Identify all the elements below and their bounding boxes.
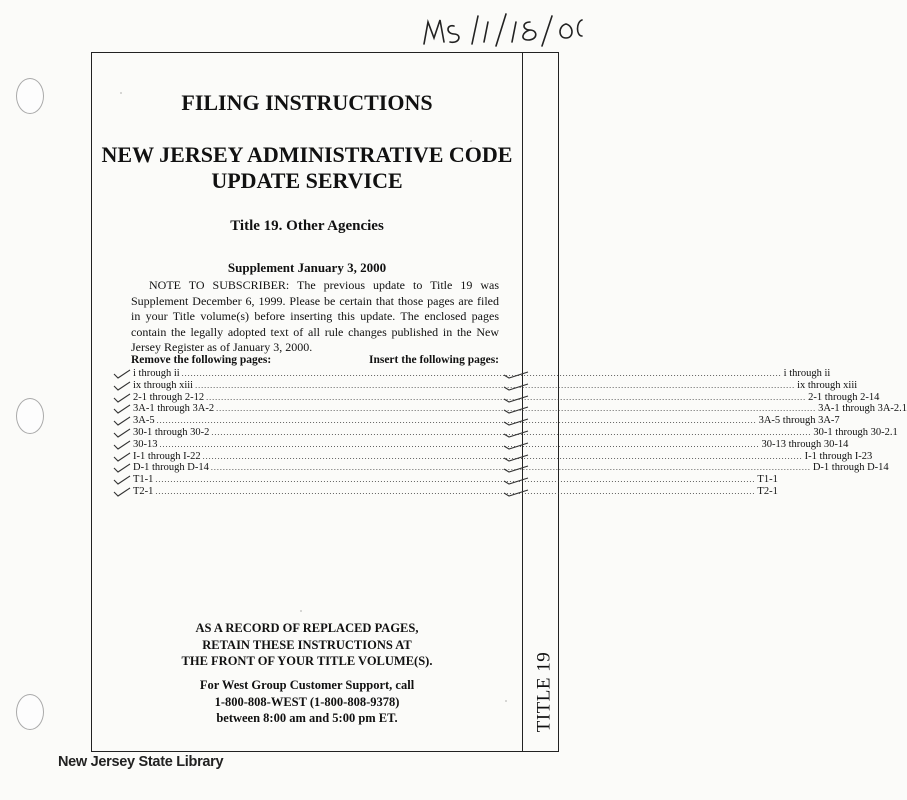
record-notice-line: RETAIN THESE INSTRUCTIONS AT (202, 637, 412, 652)
page-list (133, 368, 907, 498)
insert-pages: 3A-1 through 3A-2.1 (818, 403, 907, 415)
pencil-check-mark (113, 393, 131, 403)
remove-pages: 3A-1 through 3A-2 (133, 403, 215, 415)
dot-leader: ........................................................................................................................................................................................................ (202, 451, 803, 461)
spine-label (533, 642, 555, 742)
record-notice (91, 620, 523, 670)
insert-pages: D-1 through D-14 (812, 462, 889, 474)
pencil-arrow-mark (503, 369, 529, 379)
subscriber-note: NOTE TO SUBSCRIBER: The previous update to Title 19 was Supplement December 6, 1999. Please be certain that those pages are filed in your Title volume(s) before inserting this update. The enclosed pages contain the legally adopted text of all rule changes published in the New Jersey Register as of January 3, 2000. (131, 278, 499, 355)
insert-pages: I-1 through I-23 (804, 450, 873, 462)
remove-pages: i through ii (133, 368, 180, 379)
support-notice-line: 1-800-808-WEST (1-800-808-9378) (214, 694, 400, 709)
remove-pages: 2-1 through 2-12 (133, 391, 205, 403)
insert-pages: ix through xiii (797, 379, 858, 391)
support-notice-line: between 8:00 am and 5:00 pm ET. (216, 711, 398, 725)
library-stamp: New Jersey State Library (58, 754, 224, 770)
table-row (133, 368, 831, 380)
remove-pages: I-1 through I-22 (133, 450, 201, 462)
remove-pages: ix through xiii (133, 379, 194, 391)
insert-pages: 3A-5 through 3A-7 (758, 415, 840, 427)
pencil-arrow-mark (503, 404, 529, 414)
pencil-arrow-mark (503, 416, 529, 426)
table-row (133, 379, 858, 392)
dot-leader: ........................................................................................................................................................................................................ (216, 404, 817, 414)
pencil-check-mark (113, 404, 131, 414)
pencil-check-mark (113, 487, 131, 497)
dot-leader: ........................................................................................................................................................................................................ (181, 369, 782, 378)
table-row (133, 415, 840, 427)
table-row (133, 474, 778, 486)
support-notice-line: For West Group Customer Support, call (199, 678, 415, 692)
pencil-arrow-mark (503, 428, 529, 438)
pencil-check-mark (113, 416, 131, 426)
handwritten-initials-date (418, 8, 588, 48)
support-notice (91, 677, 523, 727)
pencil-check-mark (113, 463, 131, 473)
table-row (133, 438, 849, 451)
pencil-arrow-mark (503, 381, 529, 391)
supplement-line: Supplement January 3, 2000 (227, 260, 387, 275)
table-headers (131, 354, 499, 366)
dot-leader: ........................................................................................................................................................................................................ (206, 392, 807, 402)
insert-pages: 30-1 through 30-2.1 (813, 426, 898, 438)
insert-pages: 30-13 through 30-14 (761, 438, 849, 450)
remove-pages: 30-13 (133, 438, 158, 450)
table-row (133, 391, 880, 404)
remove-header: Remove the following pages: (131, 354, 272, 366)
code-title-line: NEW JERSEY ADMINISTRATIVE CODE (101, 142, 513, 167)
heading: FILING INSTRUCTIONS (181, 90, 433, 115)
pencil-check-mark (113, 452, 131, 462)
title-line: Title 19. Other Agencies (230, 218, 384, 234)
dot-leader: ........................................................................................................................................................................................................ (159, 439, 760, 449)
spine-label-text: TITLE 19 (533, 651, 555, 733)
pencil-check-mark (113, 440, 131, 450)
dot-leader: ........................................................................................................................................................................................................ (155, 486, 756, 496)
punch-hole (16, 398, 44, 434)
remove-pages: T1-1 (133, 474, 154, 486)
insert-pages: T2-1 (757, 485, 778, 497)
remove-pages: 3A-5 (133, 415, 155, 427)
punch-hole (16, 78, 44, 114)
dot-leader: ........................................................................................................................................................................................................ (195, 380, 796, 390)
dot-leader: ........................................................................................................................................................................................................ (156, 416, 757, 426)
insert-pages: 2-1 through 2-14 (808, 391, 880, 403)
insert-pages: i through ii (783, 368, 831, 379)
table-row (133, 485, 778, 498)
insert-pages: T1-1 (757, 474, 778, 486)
pencil-arrow-mark (503, 487, 529, 497)
dot-leader: ........................................................................................................................................................................................................ (155, 475, 756, 485)
pencil-arrow-mark (503, 452, 529, 462)
code-title-line: UPDATE SERVICE (211, 168, 403, 193)
pencil-check-mark (113, 475, 131, 485)
pencil-check-mark (113, 369, 131, 379)
punch-hole (16, 694, 44, 730)
dot-leader: ........................................................................................................................................................................................................ (210, 463, 811, 473)
pencil-arrow-mark (503, 475, 529, 485)
table-row (133, 403, 907, 415)
pencil-arrow-mark (503, 440, 529, 450)
pencil-check-mark (113, 428, 131, 438)
record-notice-line: AS A RECORD OF REPLACED PAGES, (195, 621, 419, 635)
code-title (91, 142, 523, 194)
dot-leader: ........................................................................................................................................................................................................ (211, 427, 812, 437)
insert-header: Insert the following pages: (368, 354, 499, 366)
remove-pages: 30-1 through 30-2 (133, 426, 210, 438)
remove-pages: D-1 through D-14 (133, 462, 209, 474)
pencil-arrow-mark (503, 393, 529, 403)
record-notice-line: THE FRONT OF YOUR TITLE VOLUME(S). (181, 654, 433, 668)
table-row (133, 426, 898, 439)
pencil-check-mark (113, 381, 131, 391)
pencil-arrow-mark (503, 463, 529, 473)
table-row (133, 450, 873, 463)
remove-pages: T2-1 (133, 485, 154, 497)
table-row (133, 462, 889, 474)
